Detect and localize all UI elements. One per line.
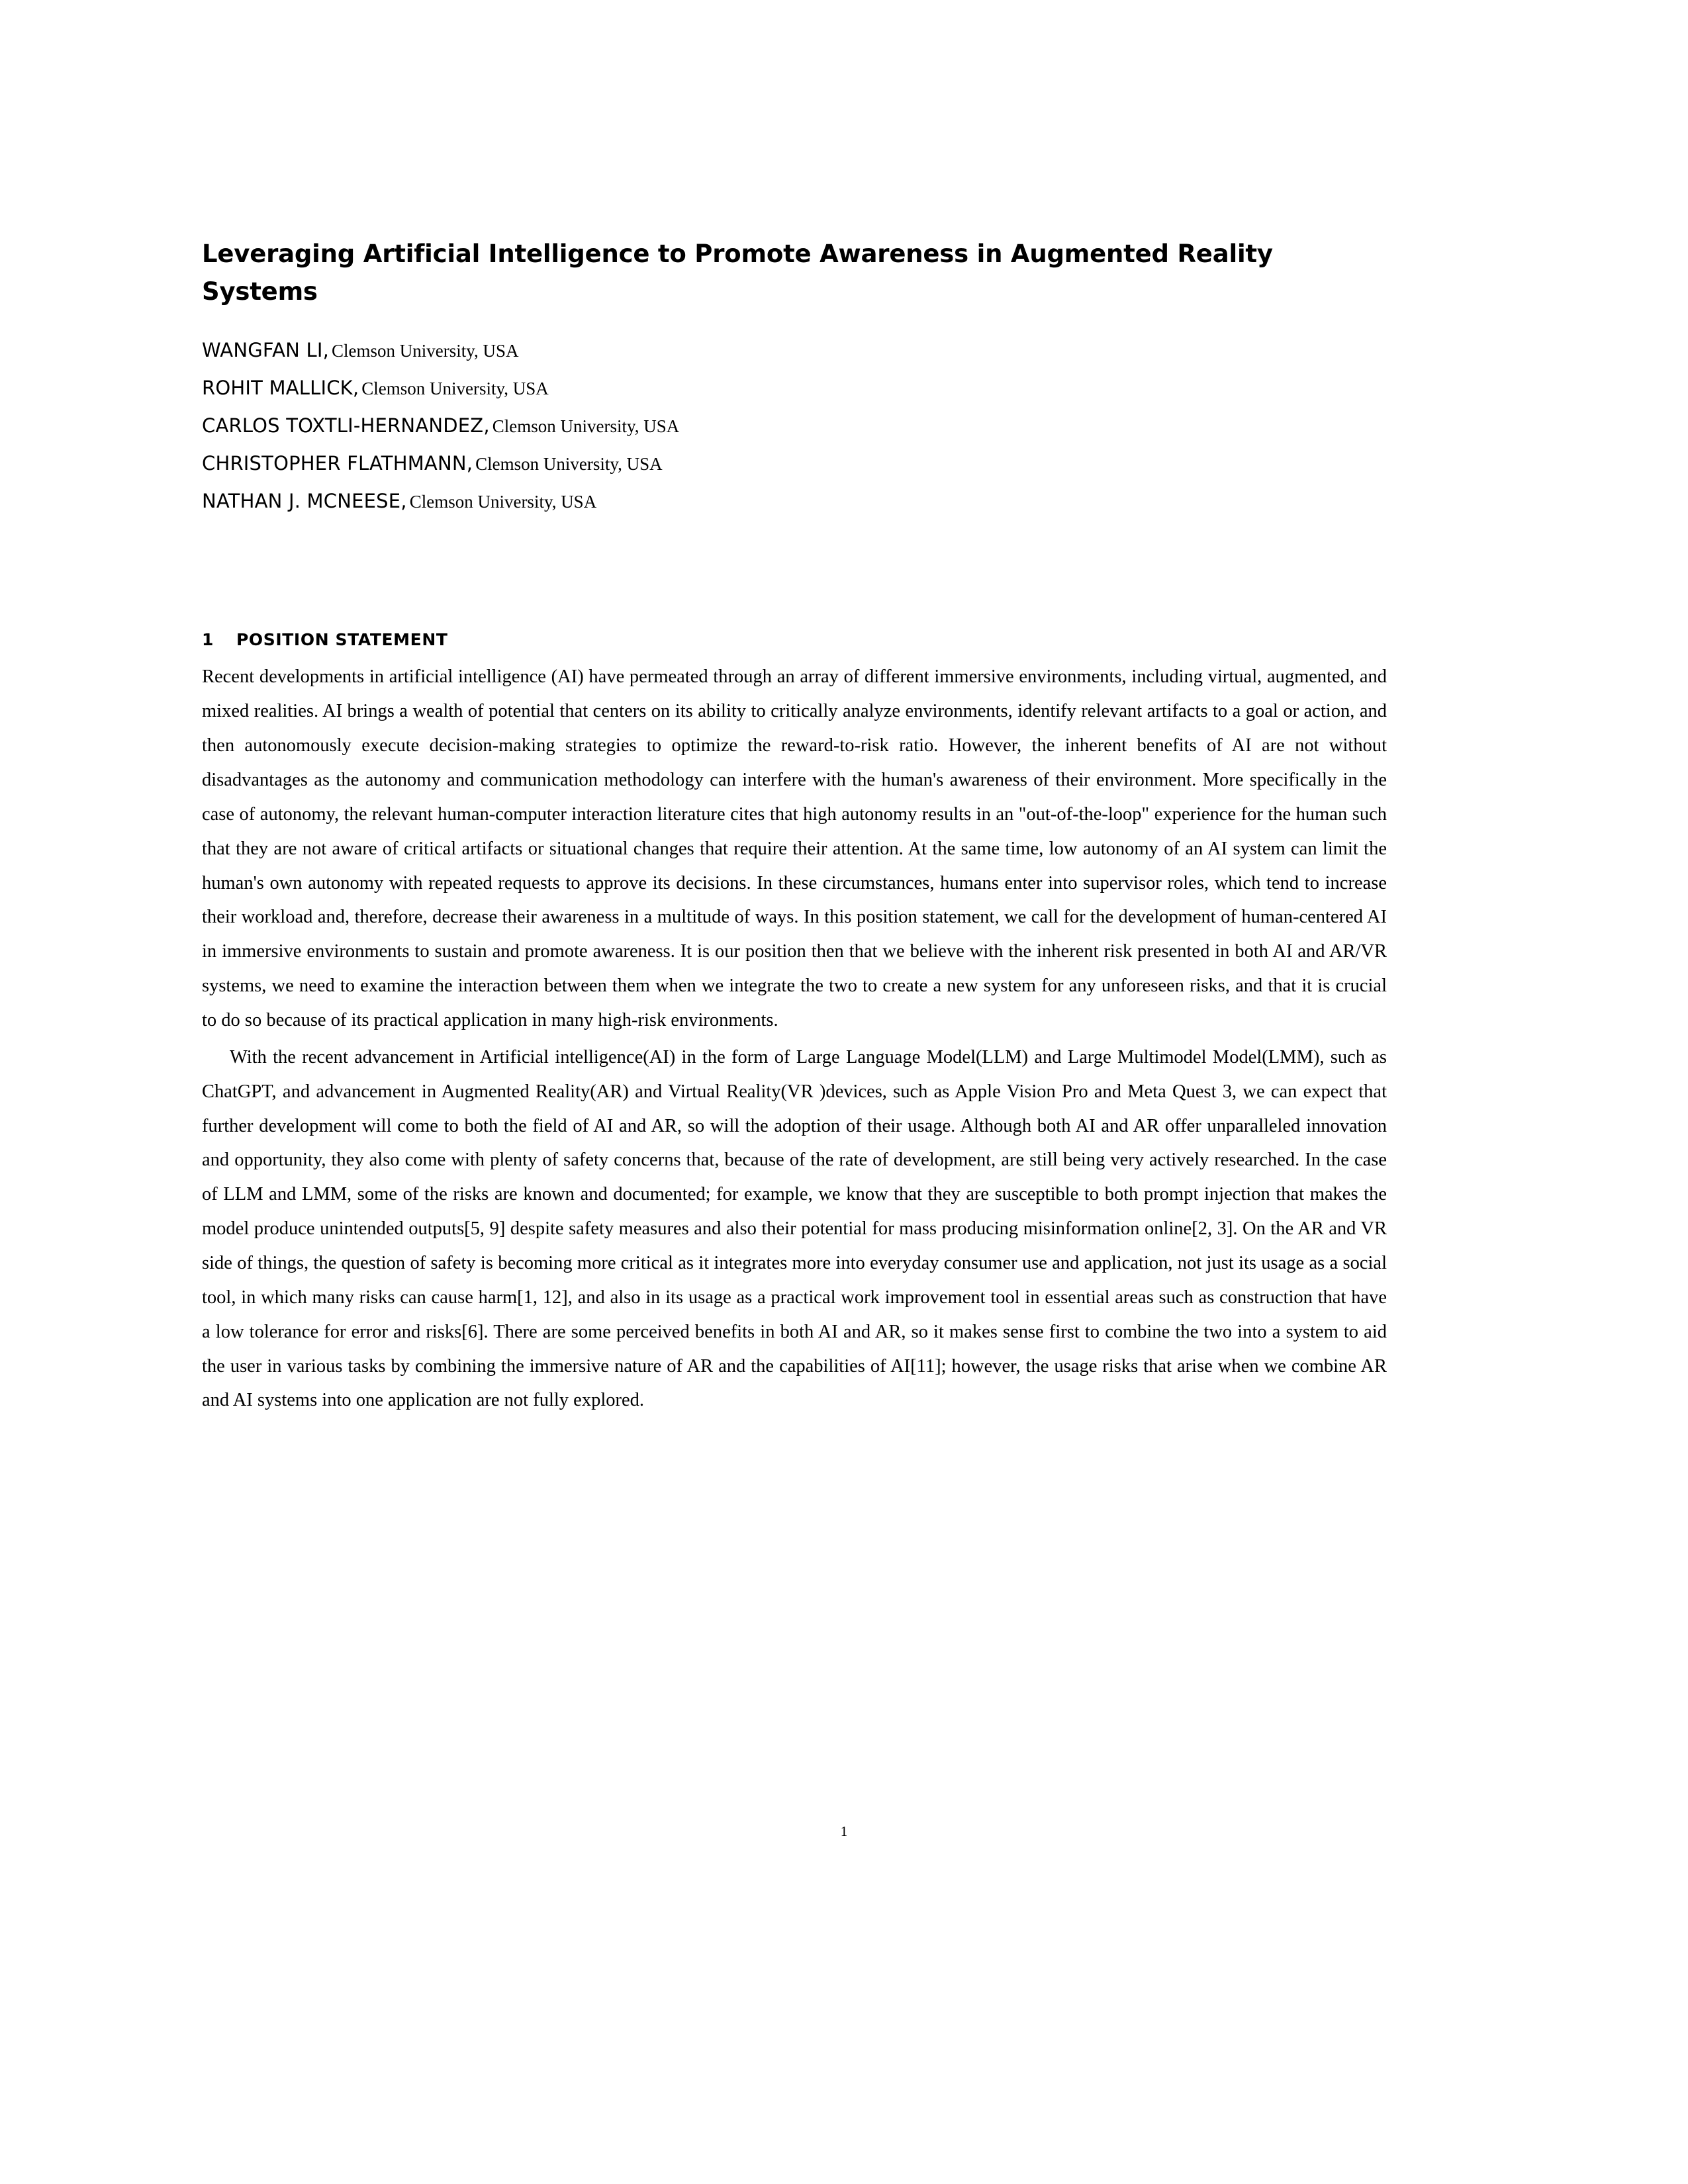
paragraph: Recent developments in artificial intelligence (AI) have permeated through an array of different immersive environments, including virtual, augmented, and mixed realities. AI brings a wealth of potential that centers on its ability to critically analyze environments, identify relevant artifacts to a goal or action, and then autonomously execute decision-making strategies to optimize the reward-to-risk ratio. However, the inherent benefits of AI are not without disadvantages as the autonomy and communication methodology can interfere with the human's awareness of their environment. More specifically in the case of autonomy, the relevant human-computer interaction literature cites that high autonomy results in an "out-of-the-loop" experience for the human such that they are not aware of critical artifacts or situational changes that require their attention. At the same time, low autonomy of an AI system can limit the human's own autonomy with repeated requests to approve its decisions. In these circumstances, humans enter into supervisor roles, which tend to increase their workload and, therefore, decrease their awareness in a multitude of ways. In this position statement, we call for the development of human-centered AI in immersive environments to sustain and promote awareness. It is our position then that we believe with the inherent risk presented in both AI and AR/VR systems, we need to examine the interaction between them when we integrate the two to create a new system for any unforeseen risks, and that it is crucial to do so because of its practical application in many high-risk environments.	[202, 666, 1387, 1030]
author-name: CHRISTOPHER FLATHMANN,	[202, 452, 473, 475]
author-affiliation: Clemson University, USA	[409, 492, 597, 512]
author-affiliation: Clemson University, USA	[475, 454, 663, 475]
author-entry	[202, 488, 1387, 514]
section-number: 1	[202, 630, 214, 650]
section-position-statement	[202, 630, 1387, 1418]
author-name: CARLOS TOXTLI-HERNANDEZ,	[202, 414, 490, 437]
section-heading	[202, 630, 1387, 649]
author-entry	[202, 413, 1387, 439]
author-entry	[202, 338, 1387, 363]
author-name: NATHAN J. MCNEESE,	[202, 490, 407, 513]
author-affiliation: Clemson University, USA	[332, 340, 519, 361]
author-name: WANGFAN LI,	[202, 338, 329, 361]
paper-content	[202, 235, 1387, 1418]
section-title: POSITION STATEMENT	[236, 630, 448, 650]
paragraph: With the recent advancement in Artificial intelligence(AI) in the form of Large Language Model(LLM) and Large Multimodel Model(LMM), such as ChatGPT, and advancement in Augmented Reality(AR) and Virtual Reality(VR )devices, such as Apple Vision Pro and Meta Quest 3, we can expect that further development will come to both the field of AI and AR, so will the adoption of their usage. Although both AI and AR offer unparalleled innovation and opportunity, they also come with plenty of safety concerns that, because of the rate of development, are still being very actively researched. In the case of LLM and LMM, some of the risks are known and documented; for example, we know that they are susceptible to both prompt injection that makes the model produce unintended outputs[5, 9] despite safety measures and also their potential for mass producing misinformation online[2, 3]. On the AR and VR side of things, the question of safety is becoming more critical as it integrates more into everyday consumer use and application, not just its usage as a social tool, in which many risks can cause harm[1, 12], and also in its usage as a practical work improvement tool in essential areas such as construction that have a low tolerance for error and risks[6]. There are some perceived benefits in both AI and AR, so it makes sense first to combine the two into a system to aid the user in various tasks by combining the immersive nature of AR and the capabilities of AI[11]; however, the usage risks that arise when we combine AR and AI systems into one application are not fully explored.	[202, 1046, 1387, 1411]
author-name: ROHIT MALLICK,	[202, 376, 359, 399]
author-list	[202, 338, 1387, 515]
author-entry	[202, 451, 1387, 477]
page-title: Leveraging Artificial Intelligence to Promote Awareness in Augmented Reality Systems	[202, 240, 1273, 306]
author-entry	[202, 375, 1387, 401]
page-number: 1	[840, 1823, 848, 1839]
author-affiliation: Clemson University, USA	[492, 416, 680, 436]
author-affiliation: Clemson University, USA	[361, 378, 549, 398]
